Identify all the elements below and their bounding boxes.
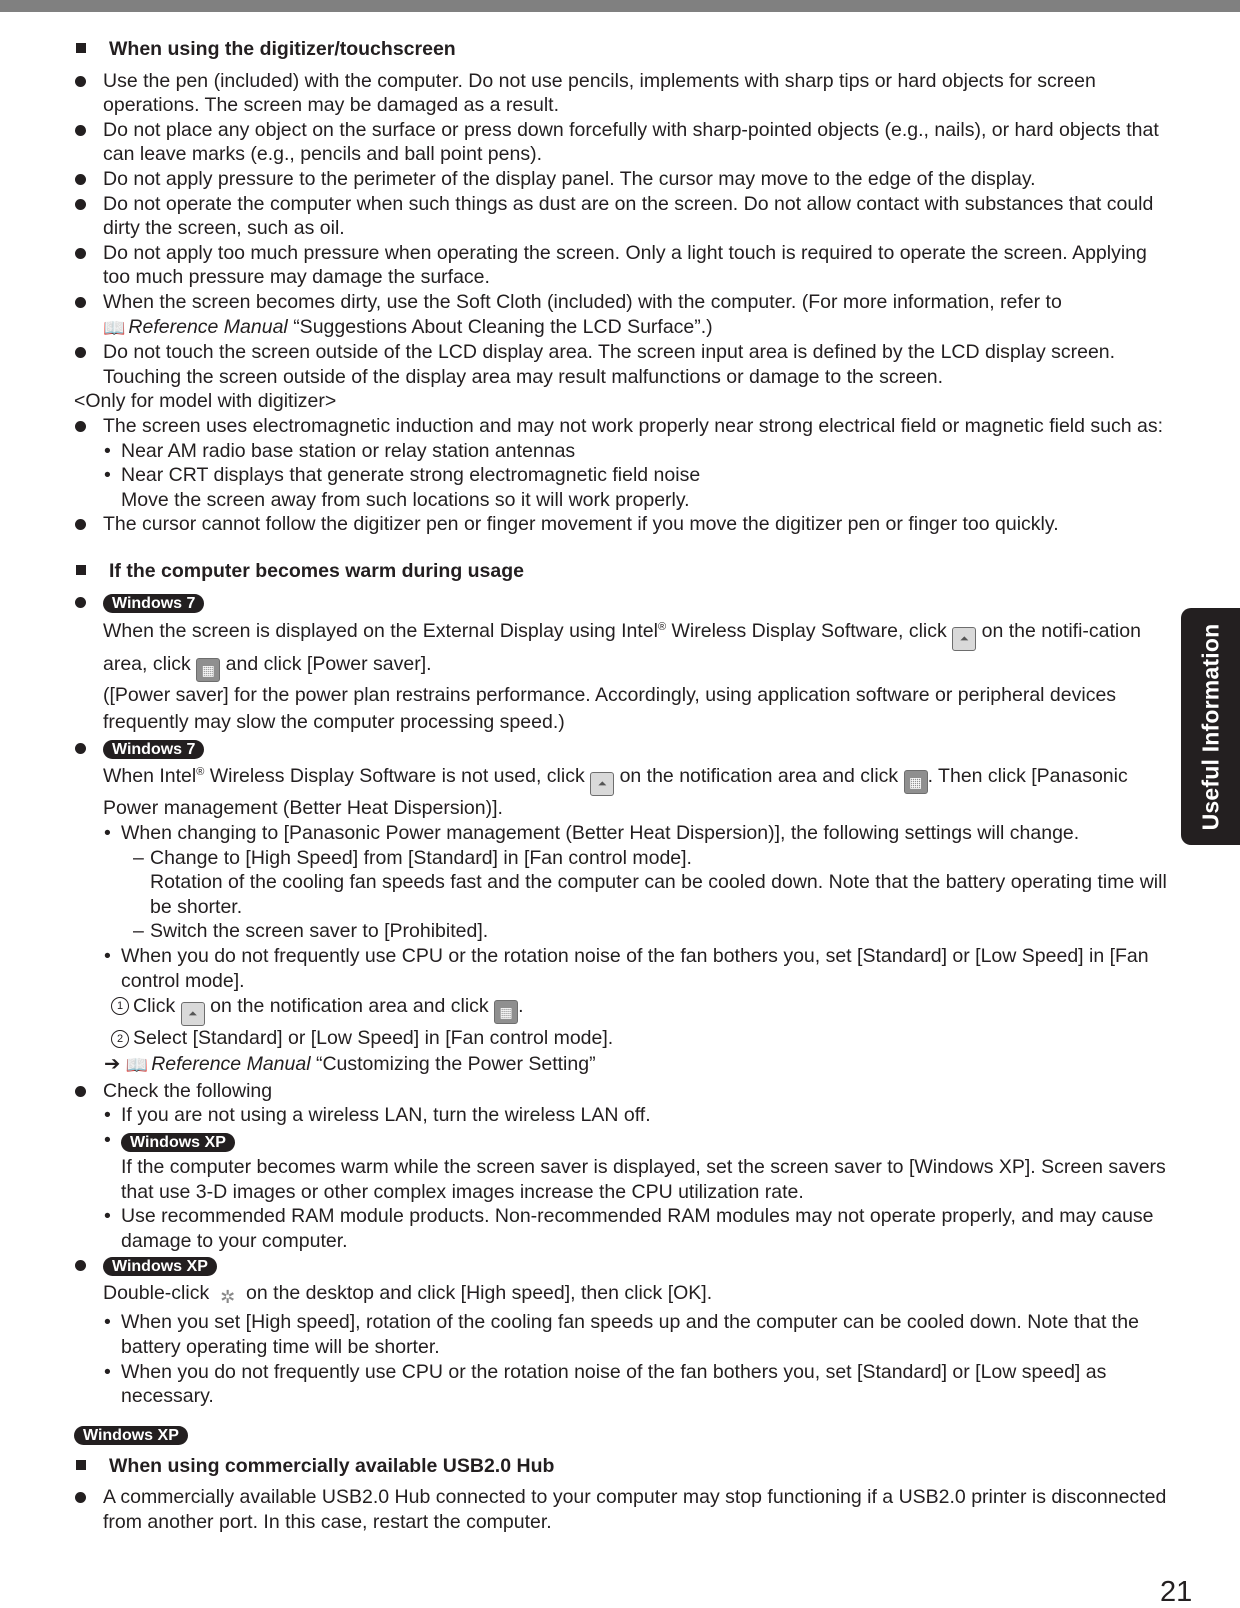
- list-item: Use the pen (included) with the computer. Do not use pencils, implements with sharp tips or hard objects for screen operations. The screen may be damaged as a result.: [74, 69, 1174, 118]
- bullet-icon: [75, 297, 86, 308]
- square-bullet-icon: [76, 1460, 86, 1470]
- reference-line: ➔ 📖 Reference Manual “Customizing the Power Setting”: [74, 1051, 1174, 1079]
- bullet-icon: [75, 248, 86, 259]
- section-heading: When using commercially available USB2.0 Hub: [74, 1454, 1174, 1479]
- reference-manual-link: Reference Manual: [151, 1052, 311, 1075]
- section-heading: If the computer becomes warm during usage: [74, 559, 1174, 584]
- sub-item: • When you set [High speed], rotation of the cooling fan speeds up and the computer can be cooled down. Note that the battery operating time will be shorter.: [104, 1311, 1139, 1358]
- sub-item: • When you do not frequently use CPU or the rotation noise of the fan bothers you, set [Standard] or [Low speed] as necessary.: [104, 1360, 1107, 1408]
- list-item: Do not apply pressure to the perimeter of the display panel. The cursor may move to the edge of the display.: [74, 167, 1174, 192]
- top-bar: [0, 0, 1240, 12]
- bullet-icon: [75, 1086, 86, 1097]
- square-bullet-icon: [76, 43, 86, 53]
- power-management-icon: ▦: [494, 1000, 518, 1024]
- sub-item: • If you are not using a wireless LAN, turn the wireless LAN off.: [104, 1104, 651, 1127]
- side-tab: [1181, 608, 1240, 845]
- reference-manual-icon: 📖: [103, 317, 126, 338]
- bullet-icon: [75, 76, 86, 87]
- section-heading: When using the digitizer/touchscreen: [74, 37, 1174, 62]
- bullet-icon: [75, 347, 86, 358]
- list-item-body: When the screen is displayed on the External Display using Intel® Wireless Display Software, click ⏶ on the notifi-cation area, click ▦ and click [Power saver]. ([Power saver] for the power plan restrains performance. Accordingly, using application software or peripheral devices frequently may slow the computer processing speed.): [103, 620, 1141, 734]
- model-note: <Only for model with digitizer>: [74, 390, 337, 413]
- list-item: Do not apply too much pressure when operating the screen. Only a light touch is required to operate the screen. Applying too much pressure may damage the surface.: [74, 241, 1174, 290]
- sub-item: • Use recommended RAM module products. Non-recommended RAM modules may not operate properly, and may cause damage to your computer.: [104, 1205, 1154, 1252]
- windows-xp-badge: Windows XP: [74, 1426, 188, 1445]
- list-item: The screen uses electromagnetic induction and may not work properly near strong electrical field or magnetic field such as:: [74, 414, 1174, 439]
- sub-item: • Near CRT displays that generate strong electromagnetic field noise Move the screen away from such locations so it will work properly.: [104, 464, 701, 511]
- list-item-body: When Intel® Wireless Display Software is not used, click ⏶ on the notification area and click ▦ . Then click [Panasonic Power management (Better Heat Dispersion)].: [103, 765, 1128, 820]
- bullet-icon: [75, 199, 86, 210]
- bullet-icon: [75, 597, 86, 608]
- side-tab-label: Useful Information: [1197, 623, 1224, 830]
- list-item: Do not operate the computer when such things as dust are on the screen. Do not allow contact with substances that could dirty the screen, such as oil.: [74, 192, 1174, 241]
- reference-manual-link: Reference Manual: [128, 315, 288, 338]
- list-item: [74, 736, 1174, 764]
- windows-7-badge: Windows 7: [103, 594, 204, 613]
- sub-item-body: If the computer becomes warm while the screen saver is displayed, set the screen saver to [Windows XP]. Screen savers that use 3-D images or other complex images increase the CPU utilization rate.: [121, 1156, 1166, 1203]
- windows-7-badge: Windows 7: [103, 740, 204, 759]
- square-bullet-icon: [76, 565, 86, 575]
- windows-xp-badge: Windows XP: [121, 1133, 235, 1152]
- fan-control-utility-icon: ✲: [220, 1287, 236, 1308]
- notification-up-arrow-icon: ⏶: [952, 627, 976, 651]
- dash-item: – Switch the screen saver to [Prohibited].: [133, 920, 489, 943]
- bullet-icon: [75, 1492, 86, 1503]
- list-item: When the screen becomes dirty, use the Soft Cloth (included) with the computer. (For more information, refer to 📖 Reference Manual “Suggestions About Cleaning the LCD Surface”.): [74, 290, 1174, 340]
- power-management-icon: ▦: [904, 770, 928, 794]
- bullet-icon: [75, 743, 86, 754]
- bullet-icon: [75, 1260, 86, 1271]
- list-item: A commercially available USB2.0 Hub connected to your computer may stop functioning if a USB2.0 printer is disconnected from another port. In this case, restart the computer.: [74, 1485, 1174, 1534]
- list-item: Check the following: [74, 1079, 1174, 1104]
- list-item: The cursor cannot follow the digitizer pen or finger movement if you move the digitizer pen or finger too quickly.: [74, 512, 1174, 537]
- section-badge-line: [74, 1422, 1174, 1450]
- sub-item: • When you do not frequently use CPU or the rotation noise of the fan bothers you, set [Standard] or [Low Speed] in [Fan control mode].: [104, 945, 1149, 992]
- circled-number: 1: [111, 997, 129, 1015]
- windows-xp-badge: Windows XP: [103, 1257, 217, 1276]
- dash-item: – Change to [High Speed] from [Standard] in [Fan control mode]. Rotation of the cooling fan speeds fast and the computer can be cooled down. Note that the battery operating time will be shorter.: [133, 846, 1167, 918]
- sub-item: • Windows XP: [74, 1128, 1174, 1155]
- list-item: [74, 1253, 1174, 1281]
- reference-manual-icon: 📖: [125, 1054, 149, 1075]
- bullet-icon: [75, 421, 86, 432]
- sub-item: • When changing to [Panasonic Power management (Better Heat Dispersion)], the following settings will change.: [104, 822, 1080, 845]
- list-item: [74, 590, 1174, 618]
- bullet-icon: [75, 174, 86, 185]
- step-item: 1 Click ⏶ on the notification area and click ▦ .: [74, 993, 1174, 1026]
- list-item: Do not place any object on the surface or press down forcefully with sharp-pointed objects (e.g., nails), or hard objects that can leave marks (e.g., pencils and ball point pens).: [74, 118, 1174, 167]
- notification-up-arrow-icon: ⏶: [181, 1002, 205, 1026]
- page-content: [74, 36, 1174, 1535]
- bullet-icon: [75, 125, 86, 136]
- list-item: Do not touch the screen outside of the LCD display area. The screen input area is defined by the LCD display screen. Touching the screen outside of the display area may result malfunctions or damage to the screen.: [74, 340, 1174, 389]
- circled-number: 2: [111, 1030, 129, 1048]
- step-item: 2 Select [Standard] or [Low Speed] in [Fan control mode].: [74, 1026, 1174, 1051]
- sub-item: • Near AM radio base station or relay station antennas: [104, 439, 576, 462]
- bullet-icon: [75, 519, 86, 530]
- power-management-icon: ▦: [196, 658, 220, 682]
- notification-up-arrow-icon: ⏶: [590, 772, 614, 796]
- list-item-body: Double-click ✲ on the desktop and click [High speed], then click [OK].: [74, 1281, 1174, 1310]
- arrow-right-icon: ➔: [104, 1052, 121, 1075]
- page-number: 21: [1160, 1576, 1193, 1608]
